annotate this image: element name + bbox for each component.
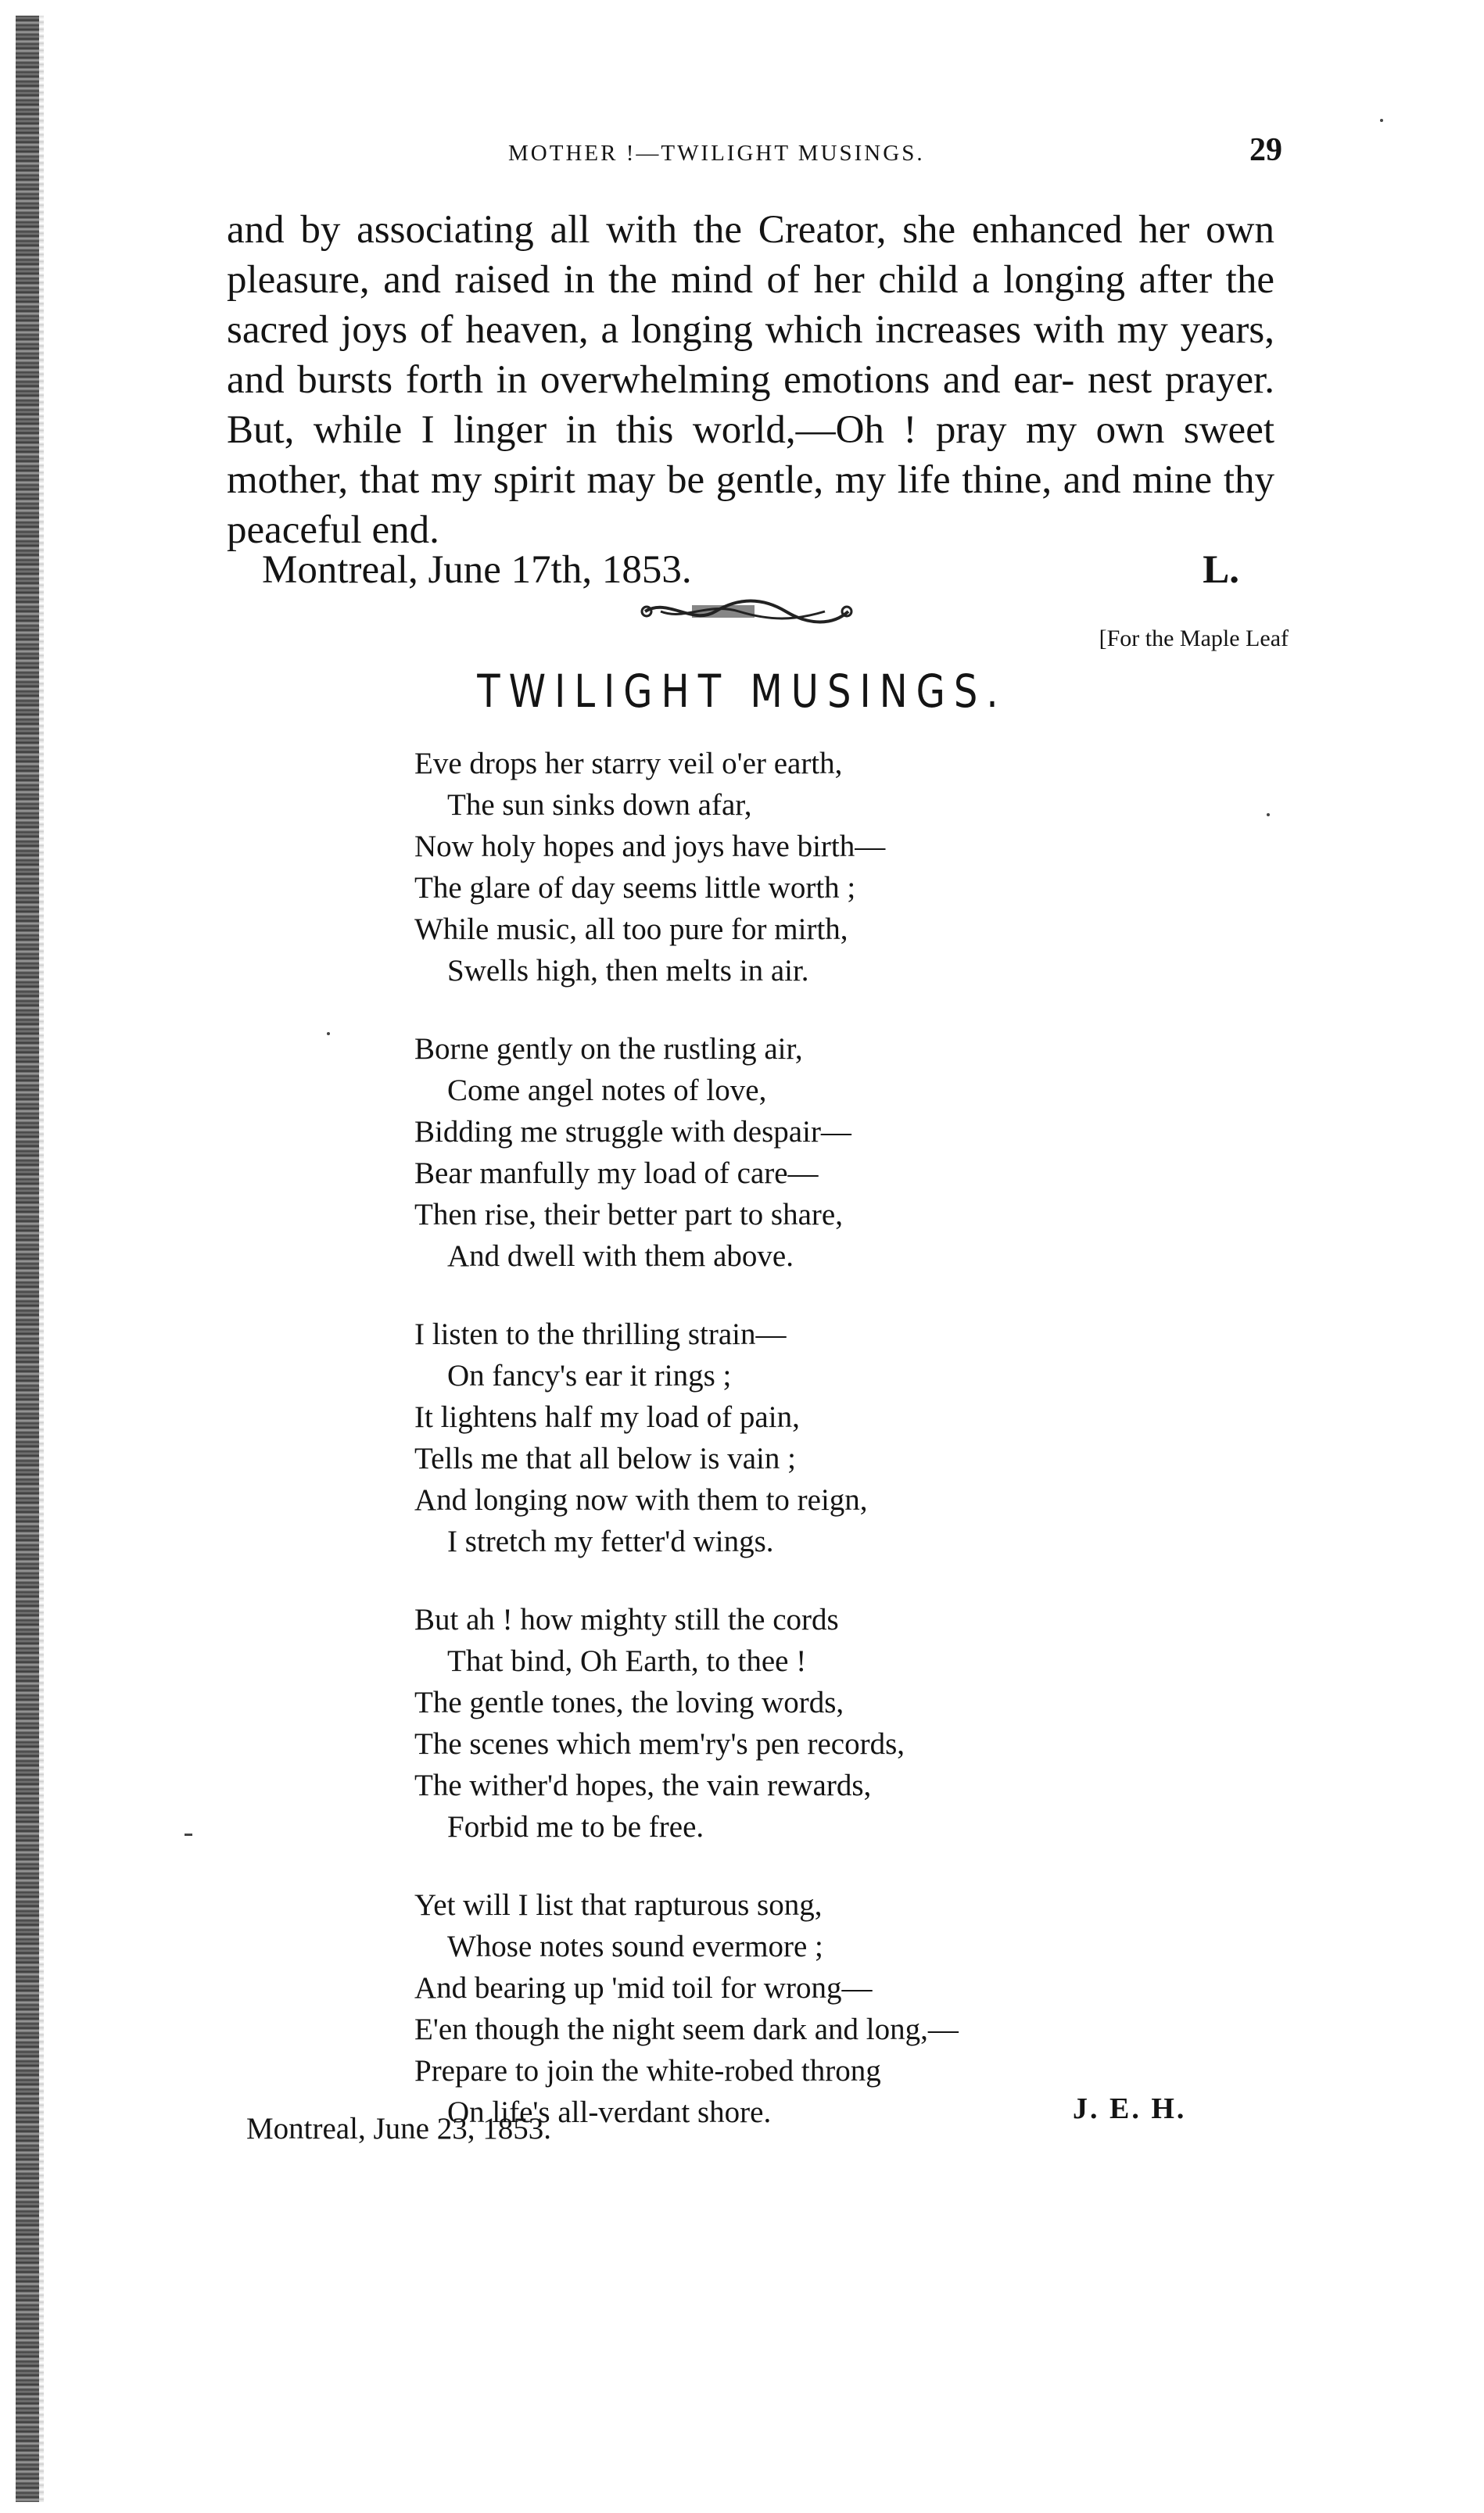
prose-author-initial: L. [1203,548,1239,592]
stanza [414,1599,1118,1848]
stanza [414,743,1118,991]
poem-line: I stretch my fetter'd wings. [447,1525,774,1558]
poem-line: The wither'd hopes, the vain rewards, [414,1769,872,1802]
poem-line: Prepare to join the white-robed throng [414,2054,881,2088]
poem-line: On fancy's ear it rings ; [447,1359,732,1393]
poem-line: Bidding me struggle with despair— [414,1115,851,1149]
poem-line: Borne gently on the rustling air, [414,1032,803,1066]
stanza [414,1314,1118,1562]
poem-line: But ah ! how mighty still the cords [414,1603,839,1636]
poem-line: Swells high, then melts in air. [447,954,809,988]
poem-line: The gentle tones, the loving words, [414,1686,844,1719]
page-number: 29 [1249,132,1282,168]
print-speck [1380,119,1383,122]
poem-place-date: Montreal, June 23, 1853. [246,2112,551,2146]
poem-line: It lightens half my load of pain, [414,1400,800,1434]
poem-line: Come angel notes of love, [447,1074,767,1107]
poem-line: That bind, Oh Earth, to thee ! [447,1644,807,1678]
poem-line: Whose notes sound evermore ; [447,1930,823,1963]
print-speck [185,1834,192,1836]
poem-line: While music, all too pure for mirth, [414,912,848,946]
book-spine-edge [16,16,39,2502]
poem-author: J. E. H. [1073,2092,1187,2125]
poem-body [414,743,1118,2170]
poem-line: The glare of day seems little worth ; [414,871,856,905]
poem-line: Eve drops her starry veil o'er earth, [414,747,843,780]
poem-line: Tells me that all below is vain ; [414,1442,796,1475]
prose-paragraph: and by associating all with the Creator, she enhanced her own pleasure, and raised in the mind of her child a longing after the sacred joys of heaven, a longing which increases with my years, and bursts forth in overwhelming emotions and ear- nest prayer. But, while I linger in this world,—Oh ! pray my own sweet mother, that my spirit may be gentle, my life thine, and mine thy peaceful end. [227,208,1274,552]
stanza [414,1884,1118,2133]
poem-line: Then rise, their better part to share, [414,1198,843,1231]
poem-line: The sun sinks down afar, [447,788,752,822]
page-header [508,131,1282,178]
decorative-ornament [637,594,856,629]
poem-line: Now holy hopes and joys have birth— [414,830,886,863]
publication-credit: [For the Maple Leaf [1099,626,1289,651]
prose-signature-line [262,547,1239,593]
poem-line: Yet will I list that rapturous song, [414,1888,823,1922]
poem-line: And dwell with them above. [447,1239,794,1273]
print-speck [1267,813,1270,816]
poem-line: And bearing up 'mid toil for wrong— [414,1971,873,2005]
poem-line: Bear manfully my load of care— [414,1156,819,1190]
poem-line: E'en though the night seem dark and long,— [414,2013,959,2046]
print-speck [327,1032,330,1035]
running-head: MOTHER !—TWILIGHT MUSINGS. [508,141,925,166]
poem-line: The scenes which mem'ry's pen records, [414,1727,905,1761]
poem-line: Forbid me to be free. [447,1810,704,1844]
prose-place-date: Montreal, June 17th, 1853. [262,548,692,592]
poem-title: TWILIGHT MUSINGS. [477,665,1007,718]
poem-line: I listen to the thrilling strain— [414,1317,787,1351]
stanza [414,1028,1118,1277]
poem-line: And longing now with them to reign, [414,1483,868,1517]
poem-line: On life's all-verdant shore. [447,2095,772,2129]
